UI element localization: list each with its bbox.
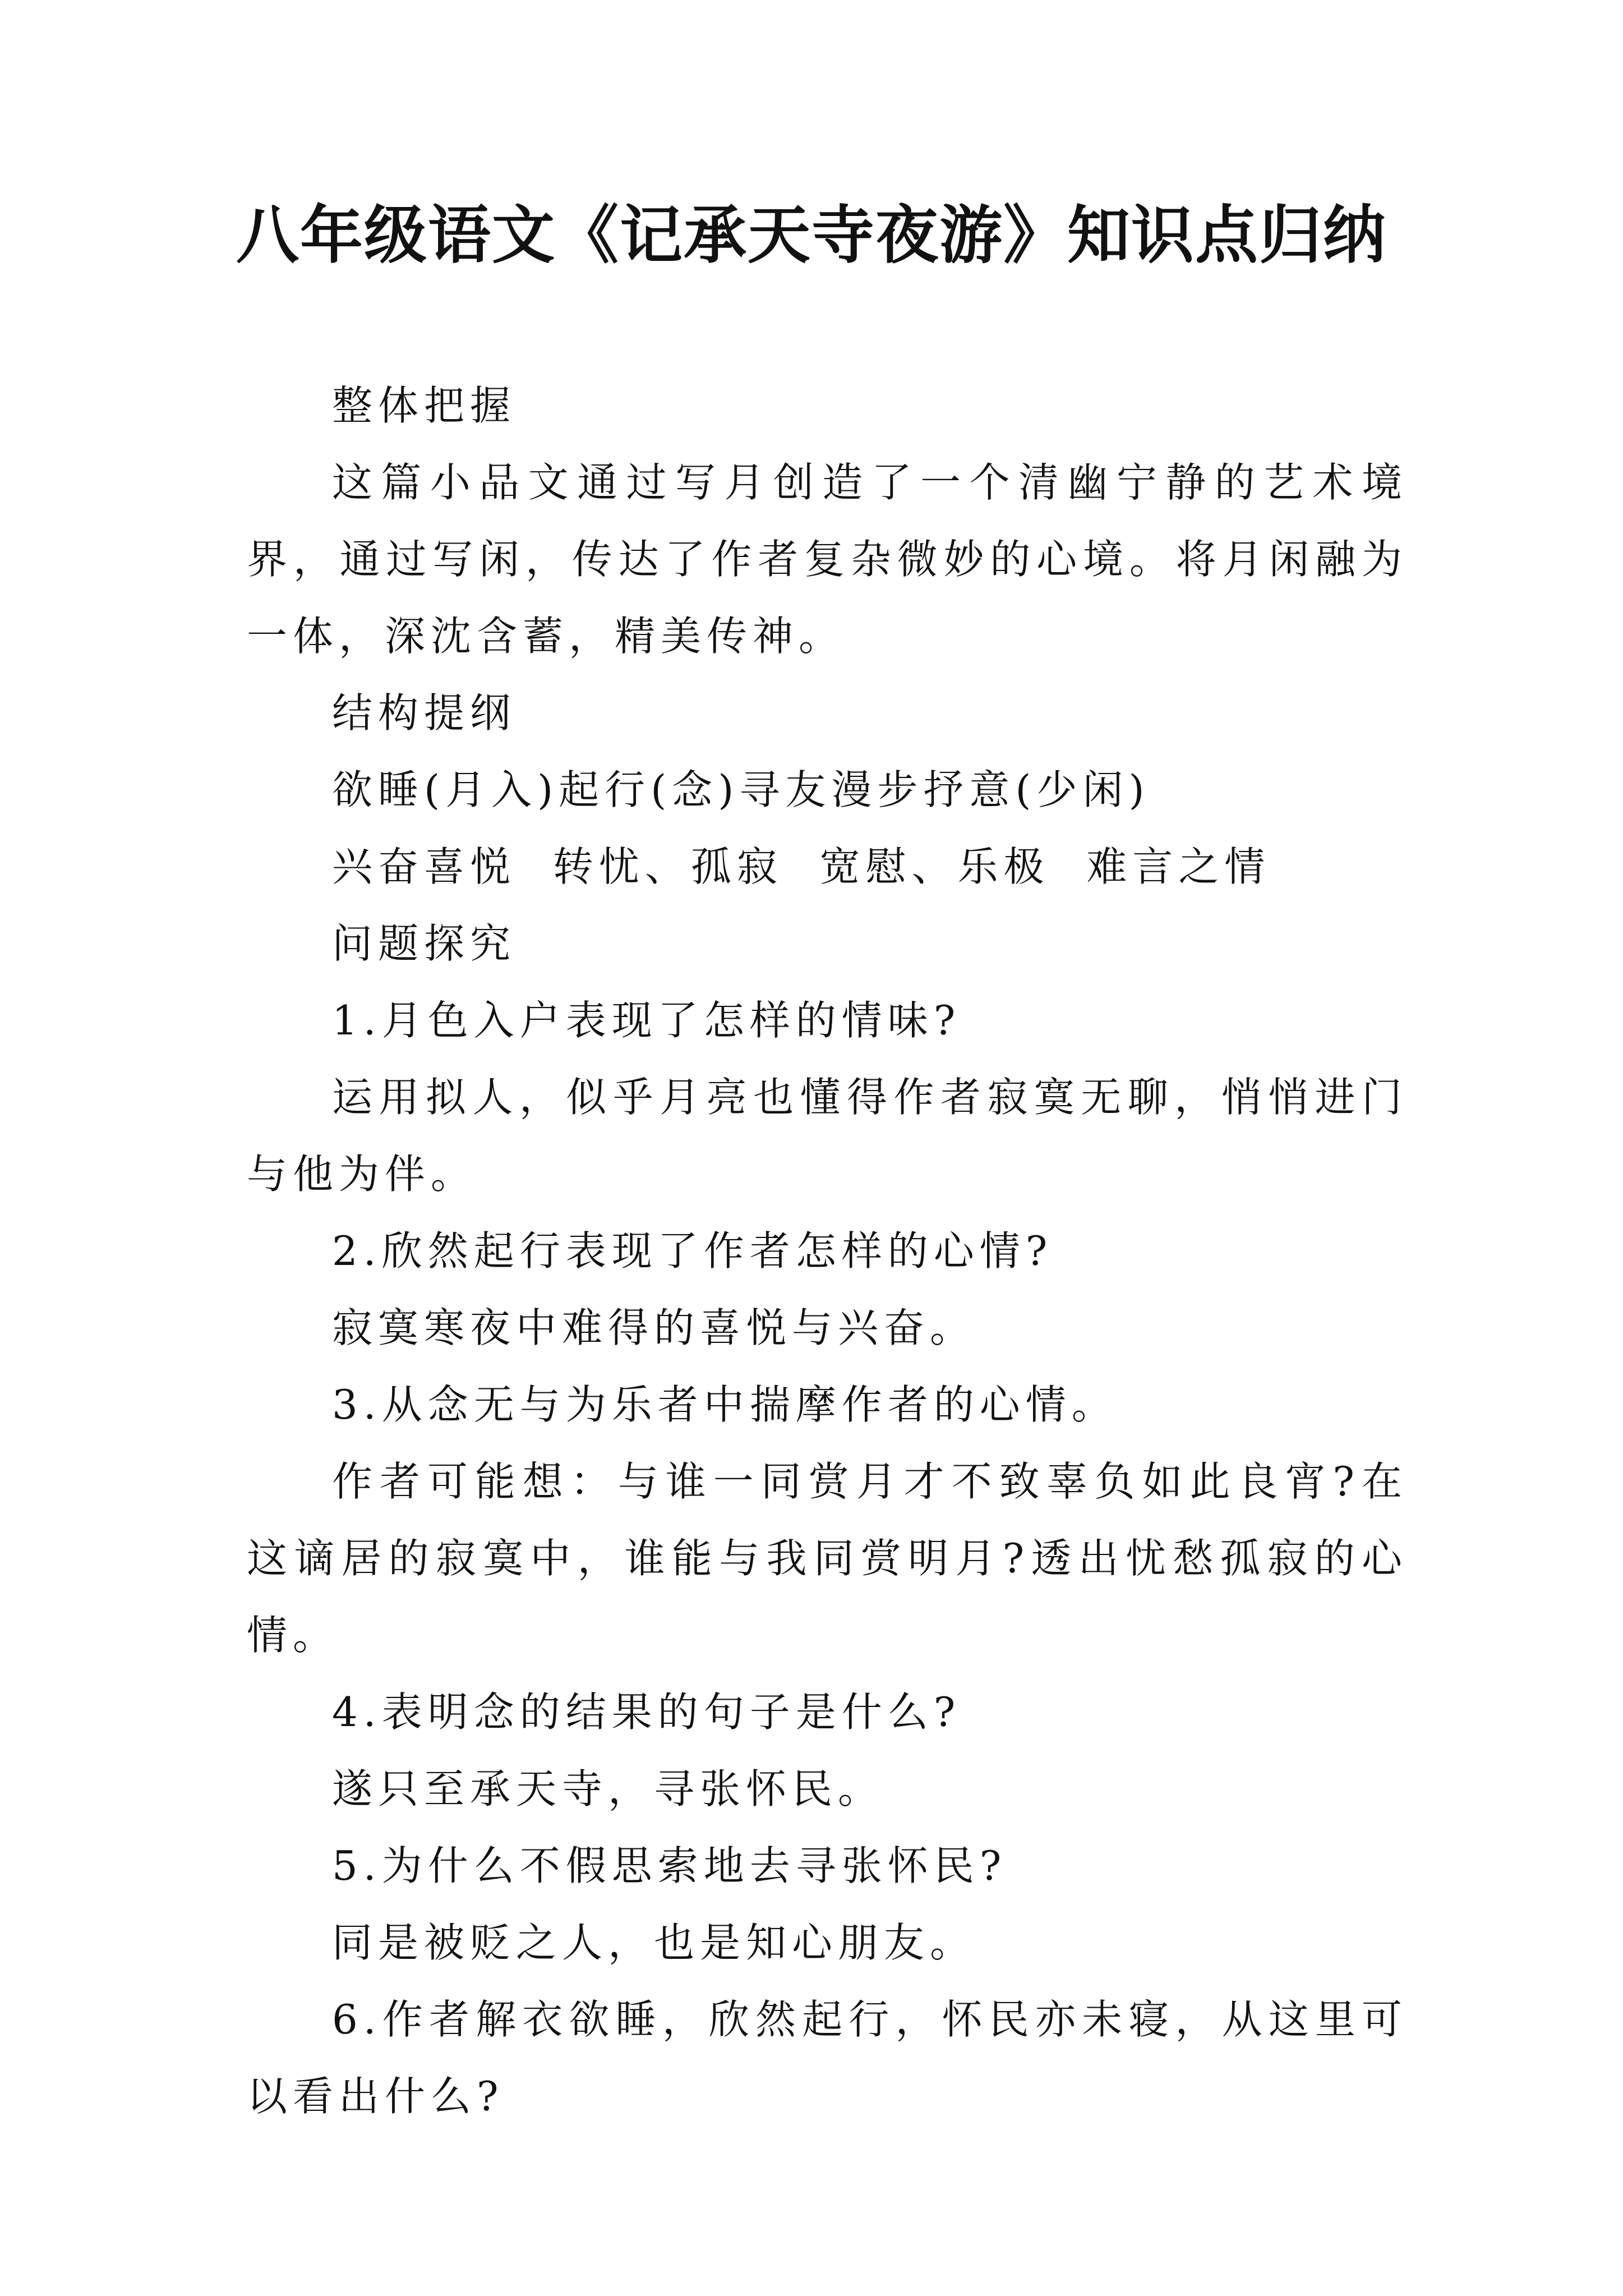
question-4: 4.表明念的结果的句子是什么? xyxy=(332,1688,961,1736)
paragraph-structure-line-2: 兴奋喜悦 转忧、孤寂 宽慰、乐极 难言之情 xyxy=(332,843,1271,890)
question-2: 2.欣然起行表现了作者怎样的心情? xyxy=(332,1227,1053,1274)
answer-2: 寂寞寒夜中难得的喜悦与兴奋。 xyxy=(332,1304,976,1351)
question-6: 6.作者解衣欲睡，欣然起行，怀民亦未寝，从这里可以看出什么? xyxy=(247,1996,1408,2120)
section-heading-overview: 整体把握 xyxy=(332,382,517,429)
paragraph-overview-text: 这篇小品文通过写月创造了一个清幽宁静的艺术境界，通过写闲，传达了作者复杂微妙的心境。将月闲融为一体，深沈含蓄，精美传神。 xyxy=(247,459,1408,660)
question-1: 1.月色入户表现了怎样的情味? xyxy=(332,997,961,1044)
answer-3: 作者可能想：与谁一同赏月才不致辜负如此良宵?在这谪居的寂寞中，谁能与我同赏明月?透出忧愁孤寂的心情。 xyxy=(247,1458,1408,1659)
document-title: 八年级语文《记承天寺夜游》知识点归纳 xyxy=(236,199,1387,272)
section-heading-questions: 问题探究 xyxy=(332,920,517,967)
answer-5: 同是被贬之人，也是知心朋友。 xyxy=(332,1919,976,1966)
section-heading-structure: 结构提纲 xyxy=(332,689,517,737)
answer-4: 遂只至承天寺，寻张怀民。 xyxy=(332,1765,884,1812)
answer-1: 运用拟人，似乎月亮也懂得作者寂寞无聊，悄悄进门与他为伴。 xyxy=(247,1074,1408,1198)
question-3: 3.从念无与为乐者中揣摩作者的心情。 xyxy=(332,1381,1118,1428)
paragraph-structure-line-1: 欲睡(月入)起行(念)寻友漫步抒意(少闲) xyxy=(332,766,1150,813)
document-body xyxy=(247,367,1408,2135)
question-5: 5.为什么不假思索地去寻张怀民? xyxy=(332,1842,1007,1889)
